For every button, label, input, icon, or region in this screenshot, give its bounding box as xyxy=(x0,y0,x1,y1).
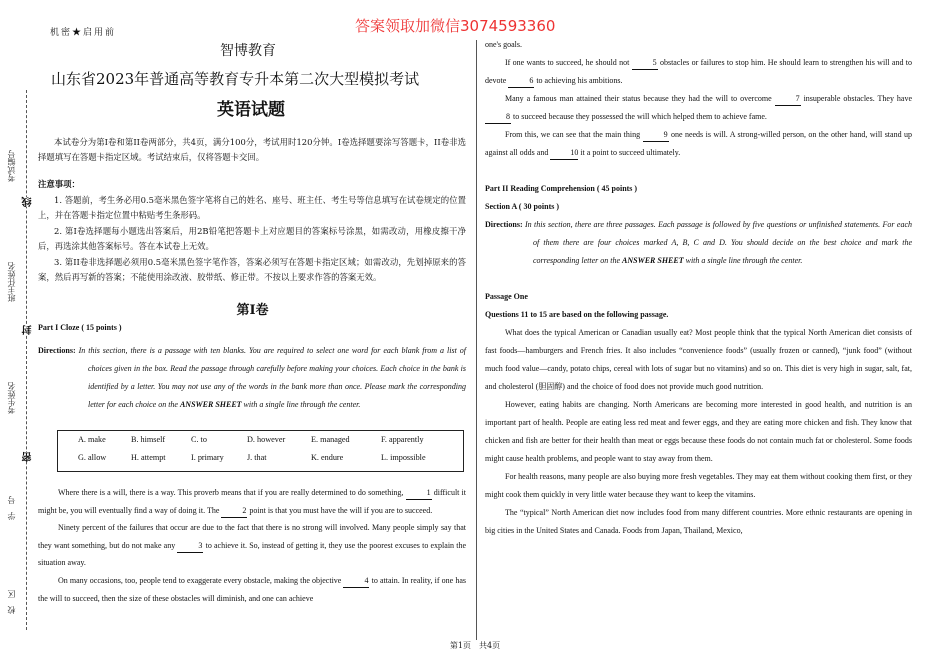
word-choice: H. attempt xyxy=(131,453,166,462)
notes-title: 注意事项： xyxy=(38,179,80,189)
org-name: 智博教育 xyxy=(220,43,276,59)
binding-label-student-name: 考生姓名 xyxy=(7,382,16,414)
subject-title: 英语试题 xyxy=(217,100,285,120)
binding-label-teacher: 班主任姓名 xyxy=(7,262,16,302)
binding-label-exam-number: 考试编号 xyxy=(7,150,16,182)
watermark: 答案领取加微信3074593360 xyxy=(355,17,556,35)
word-choice: D. however xyxy=(247,435,286,444)
note-item: 2. 第I卷选择题每小题选出答案后，用2B铅笔把答题卡上对应题目的答案标号涂黑，如需改动，用橡皮擦干净后，再选涂其他答案标号。答在本试卷上无效。 xyxy=(38,226,466,251)
word-choice: G. allow xyxy=(78,453,107,462)
word-choice: A. make xyxy=(78,435,106,444)
right-column xyxy=(485,36,912,540)
blank-7: 7 xyxy=(775,93,801,106)
page-footer: 第1页 共4页 xyxy=(449,641,501,650)
blank-10: 10 xyxy=(550,147,578,160)
directions-tail: with a single line through the center. xyxy=(241,400,361,409)
note-item: 1. 答题前，考生务必用0.5毫米黑色签字笔将自己的姓名、座号、班主任、考生号等信息填写在试卷规定的位置上，并在答题卡指定位置中粘贴考生条形码。 xyxy=(38,195,466,220)
word-bank xyxy=(57,430,464,472)
blank-2: 2 xyxy=(221,505,247,518)
passage-paragraph: If one wants to succeed, he should not 5 obstacles or failures to stop him. He should learn to strengthen his will and to devote 6 to achieving his ambitions. xyxy=(485,54,912,90)
cloze-heading: Part I Cloze ( 15 points ) xyxy=(38,323,122,332)
exam-title: 山东省2023年普通高等教育专升本第二次大型模拟考试 xyxy=(51,70,420,88)
directions-label: Directions: xyxy=(38,346,76,355)
passage-paragraph: Many a famous man attained their status because they had the will to overcome 7 insuperable obstacles. They have 8 to succeed because they possessed the will which helped them to achieve fame. xyxy=(485,90,912,126)
blank-5: 5 xyxy=(632,57,658,70)
passage-paragraph: The “typical” North American diet now includes food from many different countries. More ethnic restaurants are opening in big cities in the United States and Canada. Foods from Japan, Thailand, Mexico, xyxy=(485,508,912,535)
section-a-heading: Section A ( 30 points ) xyxy=(485,202,560,211)
binding-label-student-id: 学 号 xyxy=(7,496,16,520)
word-choice: E. managed xyxy=(311,435,350,444)
word-bank-row xyxy=(58,435,463,453)
word-choice: I. primary xyxy=(191,453,224,462)
part2-heading: Part II Reading Comprehension ( 45 points ) xyxy=(485,184,638,193)
binding-mark-secret: 密 xyxy=(23,452,34,462)
word-choice: L. impossible xyxy=(381,453,426,462)
directions-text: In this section, there is a passage with ten blanks. You are required to select one word for each blank from a list of choices given in the box. Read the passage through carefully before making your choices. Each choice in the bank is identified by a letter. You may not use any of the words in the bank more than once. Please mark the corresponding letter for each choice on the xyxy=(78,346,466,409)
blank-1: 1 xyxy=(406,487,432,500)
part1-title: 第I卷 xyxy=(236,303,269,318)
cloze-directions xyxy=(38,342,466,414)
secret-label: 机密★启用前 xyxy=(50,28,117,38)
binding-cut-line xyxy=(26,90,27,630)
blank-8: 8 xyxy=(485,111,511,124)
cloze-passage xyxy=(38,484,466,607)
questions-label: Questions 11 to 15 are based on the following passage. xyxy=(485,310,669,319)
passage-one-heading: Passage One xyxy=(485,292,528,301)
blank-4: 4 xyxy=(343,575,369,588)
word-choice: C. to xyxy=(191,435,207,444)
passage-paragraph: Where there is a will, there is a way. This proverb means that if you are really determined to do something, 1 difficult it might be, you will eventually find a way of doing it. The 2 point is that you must have the will if you are to succeed. xyxy=(38,484,466,519)
binding-strip xyxy=(0,0,36,671)
word-choice: F. apparently xyxy=(381,435,424,444)
blank-3: 3 xyxy=(177,540,203,553)
binding-label-campus: 校 区 xyxy=(7,590,16,614)
reading-directions: Directions: In this section, there are three passages. Each passage is followed by five questions or unfinished statements. For each of them there are four choices marked A, B, C and D. You should decide on the best choice and mark the corresponding letter on the ANSWER SHEET with a single line through the center. xyxy=(485,220,913,265)
passage-paragraph: However, eating habits are changing. North Americans are becoming more interested in good health, and nutrition is an important part of health. People are eating less red meat and fewer eggs, and they are eating more chicken and fish. They know that chicken and fish are better for their health than meat or eggs because these foods do not contain much fat or cholesterol. Some foods might cause health problems, and people want to stay away from them. xyxy=(485,400,912,463)
column-divider xyxy=(476,40,477,640)
passage-paragraph: For health reasons, many people are also buying more fresh vegetables. They may eat them without cooking them first, or they might cook them quickly in very little water because they want to keep the vitamins. xyxy=(485,472,912,499)
passage-paragraph: Ninety percent of the failures that occur are due to the fact that there is no strong will involved. Many people simply say that they want something, but do not make any 3 to achieve it. So, instead of getting it, they use the poorest excuses to explain the situation away. xyxy=(38,523,467,568)
passage-paragraph: From this, we can see that the main thing 9 one needs is will. A strong-willed person, on the other hand, will stand up against all odds and 10 it a point to succeed ultimately. xyxy=(485,126,912,162)
word-choice: K. endure xyxy=(311,453,344,462)
passage-paragraph: On many occasions, too, people tend to exaggerate every obstacle, making the objective 4 to attain. In reality, if one has the will to succeed, then the size of these obstacles will diminish, and one can achieve xyxy=(38,575,467,603)
answer-sheet-label: ANSWER SHEET xyxy=(179,400,242,409)
notes-list xyxy=(38,193,466,286)
word-choice: B. himself xyxy=(131,435,166,444)
binding-mark-line: 线 xyxy=(23,197,34,207)
reading-passage xyxy=(485,324,912,540)
blank-9: 9 xyxy=(643,129,669,142)
intro-text: 本试卷分为第I卷和第II卷两部分，共4页，满分100分，考试用时120分钟。I卷选择题要涂写答题卡，II卷非选择题填写在答题卡指定区域。考试结束后，仅将答题卡交回。 xyxy=(38,137,466,162)
answer-sheet-label: ANSWER SHEET xyxy=(622,256,684,265)
binding-mark-seal: 封 xyxy=(23,325,34,335)
passage-paragraph: What does the typical American or Canadian usually eat? Most people think that the typical North American diet consists of fast foods—hamburgers and French fries. It also includes “convenience foods” (usually frozen or canned), “junk food” (without much food value—candy, potato chips, cereal with lots of sugar but no vitamins) and so on. This diet is very high in sugar, salt, fat, and cholesterol (胆固醇) and the choice of food does not provide much good nutrition. xyxy=(485,328,912,391)
continuation-text: one's goals. xyxy=(485,40,522,49)
note-item: 3. 第II卷非选择题必须用0.5毫米黑色签字笔作答，答案必须写在答题卡指定区域；如需改动，先划掉原来的答案，然后再写新的答案；不能使用涂改液、胶带纸、修正带。不按以上要求作答的答案无效。 xyxy=(38,257,466,282)
blank-6: 6 xyxy=(508,75,534,88)
word-bank-row xyxy=(58,453,463,471)
word-choice: J. that xyxy=(247,453,267,462)
cloze-continuation xyxy=(485,36,912,162)
